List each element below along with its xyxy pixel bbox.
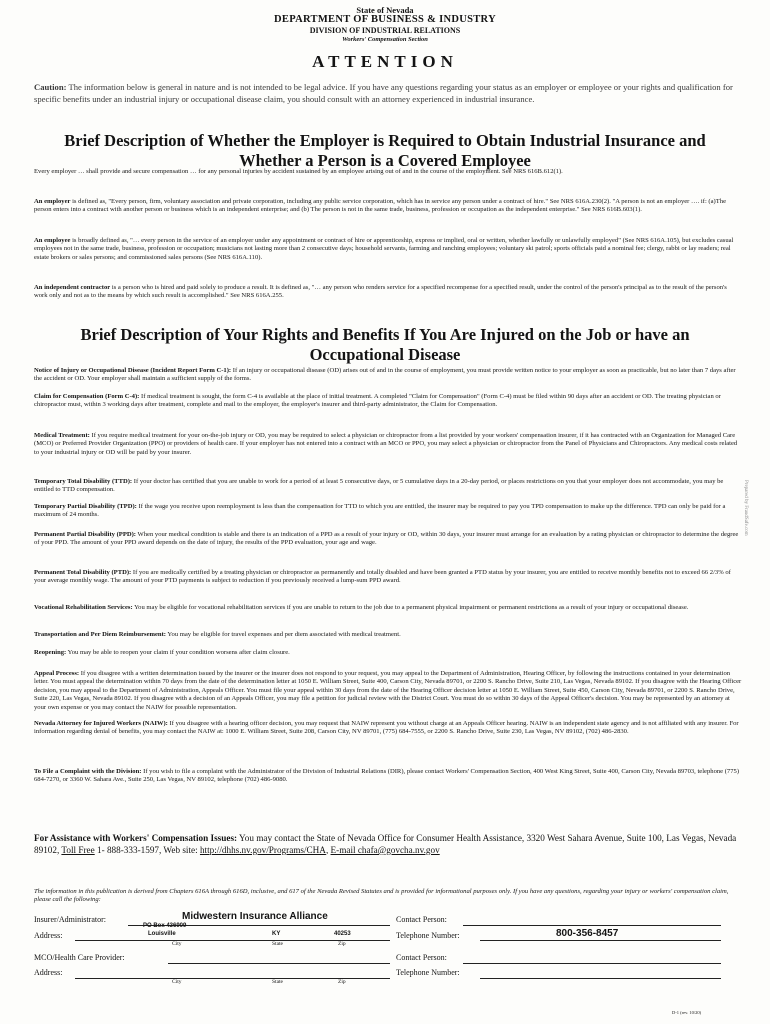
- address-label: Address:: [34, 931, 63, 940]
- rights-item-text: If you are medically certified by a treating physician or chiropractor as permanently and totally disabled and have been granted a PTD status by your insurer, you are entitled to receive monthly benefits not to exceed 66 2/3% of your average monthly wage. The amount of your PTD payments is subject to reduction if you previously received a lump-sum PPD award.: [34, 569, 731, 585]
- assistance-term: For Assistance with Workers' Compensation Issues:: [34, 833, 238, 843]
- caution-label: Caution:: [34, 82, 67, 92]
- mco-line[interactable]: [168, 963, 390, 964]
- form-code: D-1 (rev. 10/20): [672, 1010, 702, 1015]
- cha-website-link[interactable]: http://dhhs.nv.gov/Programs/CHA: [199, 844, 326, 855]
- rights-item-term: Notice of Injury or Occupational Disease (Incident Report Form C-1):: [34, 367, 232, 374]
- address2-label: Address:: [34, 968, 63, 977]
- rights-item: [34, 503, 742, 520]
- rights-item-term: Medical Treatment:: [34, 432, 90, 439]
- rights-item: [34, 670, 742, 712]
- rights-item: [34, 768, 742, 785]
- contractor-definition-text: is a person who is hired and paid solely to produce a result. It is defined as, "… any person who renders service for a specified recompense for a specified result, under the control of the person's principal as to the result of the person's work only and not as to the means by which such result is accomplished." See NRS 616A.255.: [34, 284, 727, 300]
- assistance-text-1: You may contact the State of Nevada Office for Consumer Health Assistance, 3320 West Sahara Avenue, Suite 100, Las Vegas, Nevada 89102,: [34, 833, 737, 855]
- rights-item-text: If your doctor has certified that you are unable to work for a period of at least 5 consecutive days, or 5 cumulative days in a 20-day period, or places restrictions on you that your employer does not accommodate, you may be entitled to TTD compensation.: [34, 478, 724, 494]
- phone2-label: Telephone Number:: [396, 968, 460, 977]
- section-name: Workers' Compensation Section: [342, 36, 428, 43]
- employer-obligation-paragraph: Every employer … shall provide and secure compensation … for any personal injuries by accident sustained by an employee arising out of and in the course of the employment. See NRS 616B.612(1).: [34, 168, 563, 175]
- contractor-definition-paragraph: [34, 284, 742, 301]
- phone-value[interactable]: 800-356-8457: [556, 928, 619, 939]
- zip-value[interactable]: 40253: [334, 931, 351, 937]
- rights-item-term: Claim for Compensation (Form C-4):: [34, 393, 140, 400]
- toll-free-label: Toll Free: [61, 844, 95, 855]
- rights-item: [34, 531, 742, 548]
- section2-title: Brief Description of Your Rights and Benefits If You Are Injured on the Job or have an Occupational Disease: [80, 325, 690, 364]
- side-watermark-text: Prepared by FraudSafe.com: [743, 480, 748, 536]
- rights-item: [34, 367, 742, 384]
- mco-label: MCO/Health Care Provider:: [34, 953, 125, 962]
- rights-item-text: If the wage you receive upon reemployment is less than the compensation for TTD to which you are entitled, the insurer may be required to pay you TPD compensation to make up the difference. TPD can only be paid for a maximum of 24 months.: [34, 503, 726, 519]
- phone-label: Telephone Number:: [396, 931, 460, 940]
- rights-item: [34, 569, 742, 586]
- phone-line: [480, 940, 721, 941]
- assistance-paragraph: [34, 833, 742, 857]
- section1-title: Brief Description of Whether the Employer is Required to Obtain Industrial Insurance and Whether a Person is a Covered Employee: [64, 131, 706, 170]
- state-caption: State: [272, 941, 283, 947]
- insurer-label: Insurer/Administrator:: [34, 915, 106, 924]
- state-value[interactable]: KY: [272, 931, 281, 937]
- caution-text: The information below is general in nature and is not intended to be legal advice. If you have any questions regarding your status as an employer or employee or your rights and qualification for specific benefits under an industrial injury or occupational disease claim, you should consult with an attorney experienced in industrial insurance.: [34, 82, 733, 104]
- rights-item: [34, 604, 742, 612]
- division-name: DIVISION OF INDUSTRIAL RELATIONS: [309, 26, 461, 35]
- cha-email-link[interactable]: E-mail chafa@govcha.nv.gov: [330, 844, 440, 855]
- rights-item-term: Nevada Attorney for Injured Workers (NAIW):: [34, 720, 168, 727]
- attention-heading: ATTENTION: [312, 52, 458, 71]
- zip-caption: Zip: [338, 941, 346, 947]
- assistance-text-2: 1- 888-333-1597, Web site:: [94, 844, 200, 855]
- state-name: State of Nevada: [356, 5, 414, 15]
- city-caption: City: [172, 941, 182, 947]
- rights-item-text: If you disagree with a hearing officer decision, you may request that NAIW represent you without charge at an Appeals Officer hearing. NAIW is an independent state agency and is not affiliated with any insurer. For information regarding denial of benefits, you may contact the NAIW at: 1000 E. William Street, Suite 208, Carson City, NV 89701, (775) 684-7555, or 2200 S. Rancho Drive, Suite 230, Las Vegas, NV 89102, (702) 486-2830.: [34, 720, 739, 736]
- rights-item-term: Temporary Partial Disability (TPD):: [34, 503, 137, 510]
- contact-label: Contact Person:: [396, 915, 447, 924]
- rights-item: [34, 631, 742, 639]
- rights-item-text: If you disagree with a written determination issued by the insurer or the insurer does not respond to your request, you may appeal to the Department of Administration, Hearing Officer, by following the instructions contained in your determination letter. You must appeal the determination within 70 days from the date of the determination letter at 1050 E. William Street, Suite 400, Carson City, Nevada 89701, or 2200 S. Rancho Drive, Suite 210, Las Vegas, Nevada 89102. If you disagree with the Hearing Officer decision, you may appeal to the Department of Administration, Appeals Officer. You must file your appeal within 30 days from the date of the Hearing Officer decision letter at 1050 E. William Street, Suite 450, Carson City, Nevada 89701, or 2200 S. Rancho Drive, Suite 220, Las Vegas, Nevada 89102. If you disagree with a decision of an Appeals Officer, you may file a petition for judicial review with the District Court. You must do so within 30 days of the Appeal Officer's decision. You may be represented by an attorney at your own expense or you may contact the NAIW for possible representation.: [34, 670, 742, 711]
- employer-definition-text: is defined as, "Every person, firm, voluntary association and private corporation, including any public service corporation, which has in service any person under a contract of hire." See NRS 616A.230(2). "A person is not an employer …. if: (a)The person enters into a contract with another person or business which is an independent enterprise; and (b) The person is not in the same trade, business, profession or occupation as the independent enterprise." See NRS 616B.603(1).: [34, 198, 726, 214]
- rights-item-term: Temporary Total Disability (TTD):: [34, 478, 133, 485]
- employee-term: An employee: [34, 237, 71, 244]
- insurer-value[interactable]: Midwestern Insurance Alliance: [182, 911, 328, 922]
- rights-item-text: You may be eligible for vocational rehabilitation services if you are unable to return to the job due to a permanent physical impairment or permanent restrictions as a result of your injury or occupational disease.: [132, 604, 689, 611]
- rights-item-term: Reopening:: [34, 649, 67, 656]
- employer-definition-paragraph: [34, 198, 742, 215]
- rights-item-text: You may be eligible for travel expenses and per diem associated with medical treatment.: [165, 631, 401, 638]
- employee-definition-text: is broadly defined as, "… every person in the service of an employer under any appointment or contract of hire or apprenticeship, express or implied, oral or written, whether lawfully or unlawfully employed" (See NRS 616A.105), but excludes casual employees not in the same trade, business, profession or occupation; musicians not lasting more than 2 consecutive days; household servants, farming and ranching employees; voluntary ski patrol; sports officials paid a nominal fee; clergy, rabbi or lay readers; real estate brokers or sales persons; and commissioned sales persons (See NRS 616A.110).: [34, 237, 734, 261]
- rights-item-term: Vocational Rehabilitation Services:: [34, 604, 133, 611]
- employer-term: An employer: [34, 198, 71, 205]
- department-name: DEPARTMENT OF BUSINESS & INDUSTRY: [274, 14, 496, 25]
- rights-item-term: Appeal Process:: [34, 670, 80, 677]
- rights-item: [34, 649, 742, 657]
- rights-item-text: If medical treatment is sought, the form C-4 is available at the place of initial treatment. A completed "Claim for Compensation" (Form C-4) must be filed within 90 days after an accident or OD. The treating physician or chiropractor must, within 3 working days after treatment, complete and mail to the employer, the employer's insurer and third-party administrator, the Claim for Compensation.: [34, 393, 721, 409]
- rights-item: [34, 393, 742, 410]
- caution-paragraph: [34, 82, 742, 106]
- phone2-line[interactable]: [480, 978, 721, 979]
- rights-item-text: If you require medical treatment for your on-the-job injury or OD, you may be required to select a physician or chiropractor from a list provided by your workers' compensation insurer, if it has contracted with an Organization for Managed Care (MCO) or Preferred Provider Organization (PPO) or providers of health care. If your employer has not entered into a contract with an MCO or PPO, you may select a physician or chiropractor from the Panel of Physicians and Chiropractors. Any medical costs related to your industrial injury or OD will be paid by your insurer.: [34, 432, 738, 456]
- rights-item-text: If an injury or occupational disease (OD) arises out of and in the course of employment, you must provide written notice to your employer as soon as practicable, but no later than 7 days after the accident or OD. Your employer shall maintain a sufficient supply of the forms.: [34, 367, 736, 383]
- employee-definition-paragraph: [34, 237, 742, 262]
- rights-item-term: Transportation and Per Diem Reimbursement:: [34, 631, 166, 638]
- rights-item: [34, 432, 742, 457]
- rights-item: [34, 720, 742, 737]
- rights-item-text: You may be able to reopen your claim if your condition worsens after claim closure.: [66, 649, 290, 656]
- address-line1-value[interactable]: PO Box 436909: [143, 923, 187, 929]
- contact2-line[interactable]: [463, 963, 721, 964]
- rights-item-term: Permanent Total Disability (PTD):: [34, 569, 132, 576]
- city-value[interactable]: Louisville: [148, 931, 176, 937]
- assistance-text-3: ,: [325, 844, 331, 855]
- rights-item-text: When your medical condition is stable and there is an indication of a PPD as a result of your injury or OD, within 30 days, your insurer must arrange for an evaluation by a rating physician or chiropractor to determine the degree of your PPD. The amount of your PPD award depends on the date of injury, the results of the PPD evaluation, your age and wage.: [34, 531, 739, 547]
- contact-line[interactable]: [463, 925, 721, 926]
- footnote: The information in this publication is derived from Chapters 616A through 616D, inclusive, and 617 of the Nevada Revised Statutes and is provided for informational purposes only. If you have any questions, regarding your injury or workers' compensation claim, please call the following:: [34, 888, 729, 904]
- rights-item-text: If you wish to file a complaint with the Administrator of the Division of Industrial Relations (DIR), please contact Workers' Compensation Section, 400 West King Street, Suite 400, Carson City, Nevada 89703, telephone (775) 684-7270, or 3360 W. Sahara Ave., Suite 250, Las Vegas, NV 89102, telephone (702) 486-9080.: [34, 768, 740, 784]
- zip2-caption: Zip: [338, 979, 346, 985]
- rights-item-term: Permanent Partial Disability (PPD):: [34, 531, 136, 538]
- state2-caption: State: [272, 979, 283, 985]
- contact2-label: Contact Person:: [396, 953, 447, 962]
- rights-item-term: To File a Complaint with the Division:: [34, 768, 142, 775]
- rights-item: [34, 478, 742, 495]
- contractor-term: An independent contractor: [34, 284, 111, 291]
- city2-caption: City: [172, 979, 182, 985]
